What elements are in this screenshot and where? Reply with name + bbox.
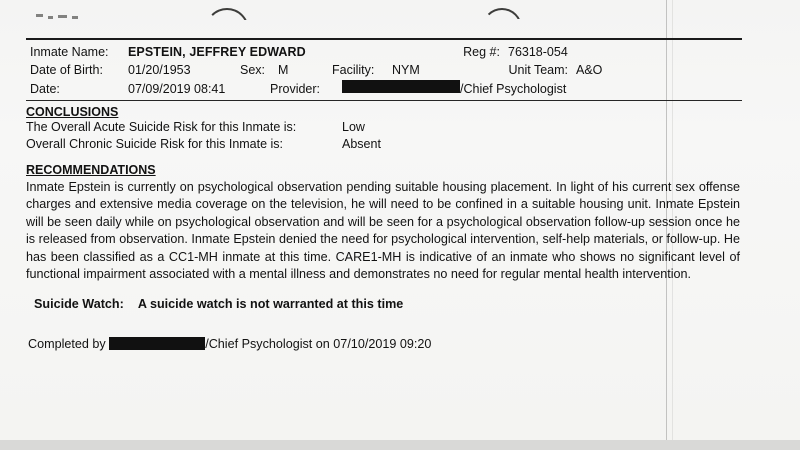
date-value: 07/09/2019 08:41 xyxy=(128,82,226,96)
acute-risk-row xyxy=(26,119,742,136)
chronic-risk-row xyxy=(26,136,742,153)
suicide-watch-value: A suicide watch is not warranted at this time xyxy=(137,297,404,312)
unit-team-label: Unit Team: xyxy=(508,63,568,77)
reg-number-value: 76318-054 xyxy=(508,45,568,59)
redaction-bar-provider xyxy=(342,80,460,93)
suicide-watch-row xyxy=(26,297,742,311)
sex-label: Sex: xyxy=(240,63,266,77)
header-row-date xyxy=(26,79,742,98)
acute-risk-label: The Overall Acute Suicide Risk for this Inmate is: xyxy=(26,120,297,134)
completed-by-label: Completed by xyxy=(28,337,106,352)
acute-risk-value: Low xyxy=(342,120,365,134)
completed-by-value: /Chief Psychologist on 07/10/2019 09:20 xyxy=(205,337,432,352)
scan-artifact-dot-3 xyxy=(58,15,67,18)
inmate-header-table xyxy=(26,40,742,100)
header-row-name xyxy=(26,43,742,61)
provider-value: /Chief Psychologist xyxy=(460,82,567,96)
header-row-dob xyxy=(26,61,742,79)
chronic-risk-value: Absent xyxy=(342,137,381,151)
conclusions-title: CONCLUSIONS xyxy=(26,105,119,119)
scan-artifact-dot-4 xyxy=(72,16,78,19)
redaction-bar-completed-by xyxy=(109,337,205,350)
date-label: Date: xyxy=(30,82,60,96)
divider-conclusions xyxy=(26,100,742,101)
recommendations-title: RECOMMENDATIONS xyxy=(26,163,156,177)
facility-value: NYM xyxy=(392,63,420,77)
suicide-watch-label: Suicide Watch: xyxy=(34,297,124,312)
dob-value: 01/20/1953 xyxy=(128,63,191,77)
report-body xyxy=(26,38,742,351)
scan-bottom-edge xyxy=(0,440,800,450)
scan-artifact-dot-1 xyxy=(36,14,43,17)
inmate-name-label: Inmate Name: xyxy=(30,45,109,59)
scan-artifact-dot-2 xyxy=(48,16,53,19)
chronic-risk-label: Overall Chronic Suicide Risk for this Inmate is: xyxy=(26,137,284,151)
provider-label: Provider: xyxy=(270,82,321,96)
facility-label: Facility: xyxy=(332,63,375,77)
inmate-name-value: EPSTEIN, JEFFREY EDWARD xyxy=(128,45,306,59)
completed-by-row xyxy=(26,337,742,351)
recommendations-body: Inmate Epstein is currently on psychological observation pending suitable housing placement. In light of his current sex offense charges and extensive media coverage on the television, he will need to be confined in a suitable housing unit. Inmate Epstein will be seen daily while on psychological observation and will be seen for a psychological observation follow-up session once he is released from observation. Inmate Epstein denied the need for psychological intervention, self-help materials, or follow-up. He has been classified as a CC1-MH inmate at this time. CARE1-MH is indicative of an inmate who shows no significant level of functional impairment associated with a mental illness and demonstrates no need for regular mental health intervention. xyxy=(26,180,740,282)
dob-label: Date of Birth: xyxy=(30,63,103,77)
sex-value: M xyxy=(278,63,289,77)
reg-number-label: Reg #: xyxy=(463,45,500,59)
unit-team-value: A&O xyxy=(576,63,603,77)
